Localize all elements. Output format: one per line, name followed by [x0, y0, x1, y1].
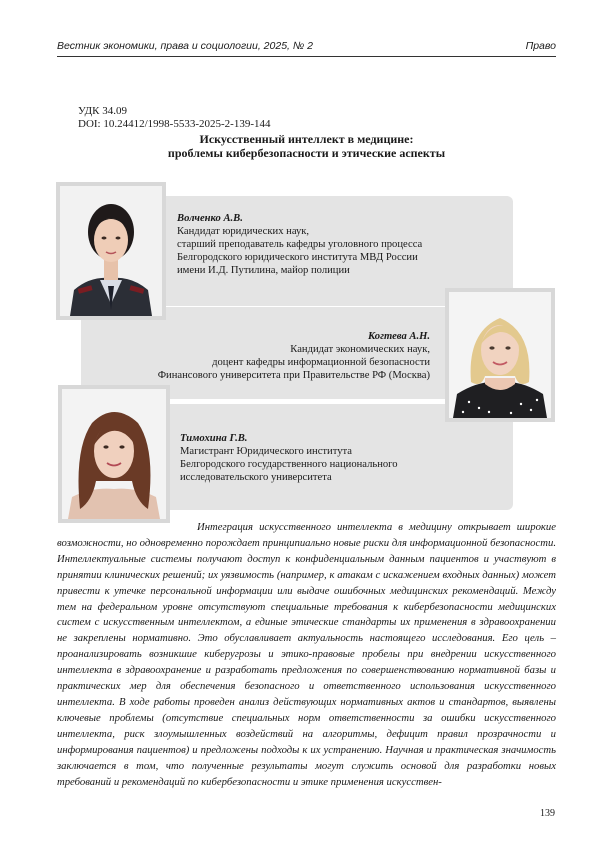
author-block-volchenko [177, 212, 467, 277]
author-affiliation-line: Магистрант Юридического института [180, 446, 352, 457]
author-photo-timokhina [58, 385, 170, 523]
author-block-timokhina [180, 432, 470, 484]
author-affiliation-line: Белгородского юридического института МВД России [177, 252, 418, 263]
author-affiliation-line: имени И.Д. Путилина, майор полиции [177, 265, 350, 276]
article-identifiers [78, 105, 270, 131]
author-affiliation-line: Кандидат экономических наук, [290, 344, 430, 355]
author-affiliation-line: доцент кафедры информационной безопасности [212, 357, 430, 368]
author-photo-kogteva [445, 288, 555, 422]
journal-title: Вестник экономики, права и социологии, 2025, № 2 [57, 40, 313, 52]
author-block-kogteva [110, 330, 430, 382]
udk-code: УДК 34.09 [78, 105, 128, 117]
header-divider [57, 56, 556, 57]
author-affiliation-line: Финансового университета при Правительстве РФ (Москва) [157, 370, 430, 381]
author-name: Волченко А.В. [177, 213, 243, 224]
running-header [57, 40, 556, 56]
title-line-2: проблемы кибербезопасности и этические аспекты [167, 146, 446, 160]
section-label: Право [525, 40, 556, 52]
author-name: Тимохина Г.В. [180, 433, 248, 444]
article-title [57, 132, 556, 160]
author-affiliation-line: старший преподаватель кафедры уголовного процесса [177, 239, 423, 250]
author-affiliation-line: Кандидат юридических наук, [177, 226, 310, 237]
page-number: 139 [540, 808, 555, 819]
doi-link[interactable]: DOI: 10.24412/1998-5533-2025-2-139-144 [78, 118, 271, 130]
title-line-1: Искусственный интеллект в медицине: [199, 132, 414, 146]
author-name: Когтева А.Н. [368, 331, 430, 342]
author-photo-volchenko [56, 182, 166, 320]
author-affiliation-line: Белгородского государственного национального [180, 459, 398, 470]
author-affiliation-line: исследовательского университета [180, 472, 332, 483]
abstract-text: Интеграция искусственного интеллекта в медицину открывает широкие возможности, но одновременно порождает принципиально новые риски для информационной безопасности. Интеллектуальные системы получают доступ к конфиденциальным данным пациентов и участвуют в принятии клинических решений; их уязвимость (например, к атакам с искажением входных данных) может привести к утечке персональной информации или выдаче ошибочных медицинских рекомендаций. Между тем на федеральном уровне отсутствуют специальные требования к кибербезопасности медицинских систем с искусственным интеллектом, а единые этические стандарты их применения в здравоохранении не закреплены нормативно. Это обуславливает актуальность настоящего исследования. Его цель – проанализировать возникшие киберугрозы и этико-правовые пробелы при внедрении искусственного интеллекта в здравоохранение и разработать предложения по совершенствованию нормативной базы и практических мер для обеспечения безопасного и ответственного использования искусственного интеллекта. В ходе работы проведен анализ действующих нормативных актов и стандартов, выявлены ключевые проблемы (отсутствие специальных норм ответственности за ошибки искусственного интеллекта, риск злоумышленных воздействий на алгоритмы, дефицит правил прозрачности и информирования пациентов) и предложены подходы к их устранению. Научная и практическая значимость заключается в том, что полученные результаты могут служить основой для разработки новых требований и рекомендаций по кибербезопасности и этике применения искусствен- [57, 521, 556, 788]
